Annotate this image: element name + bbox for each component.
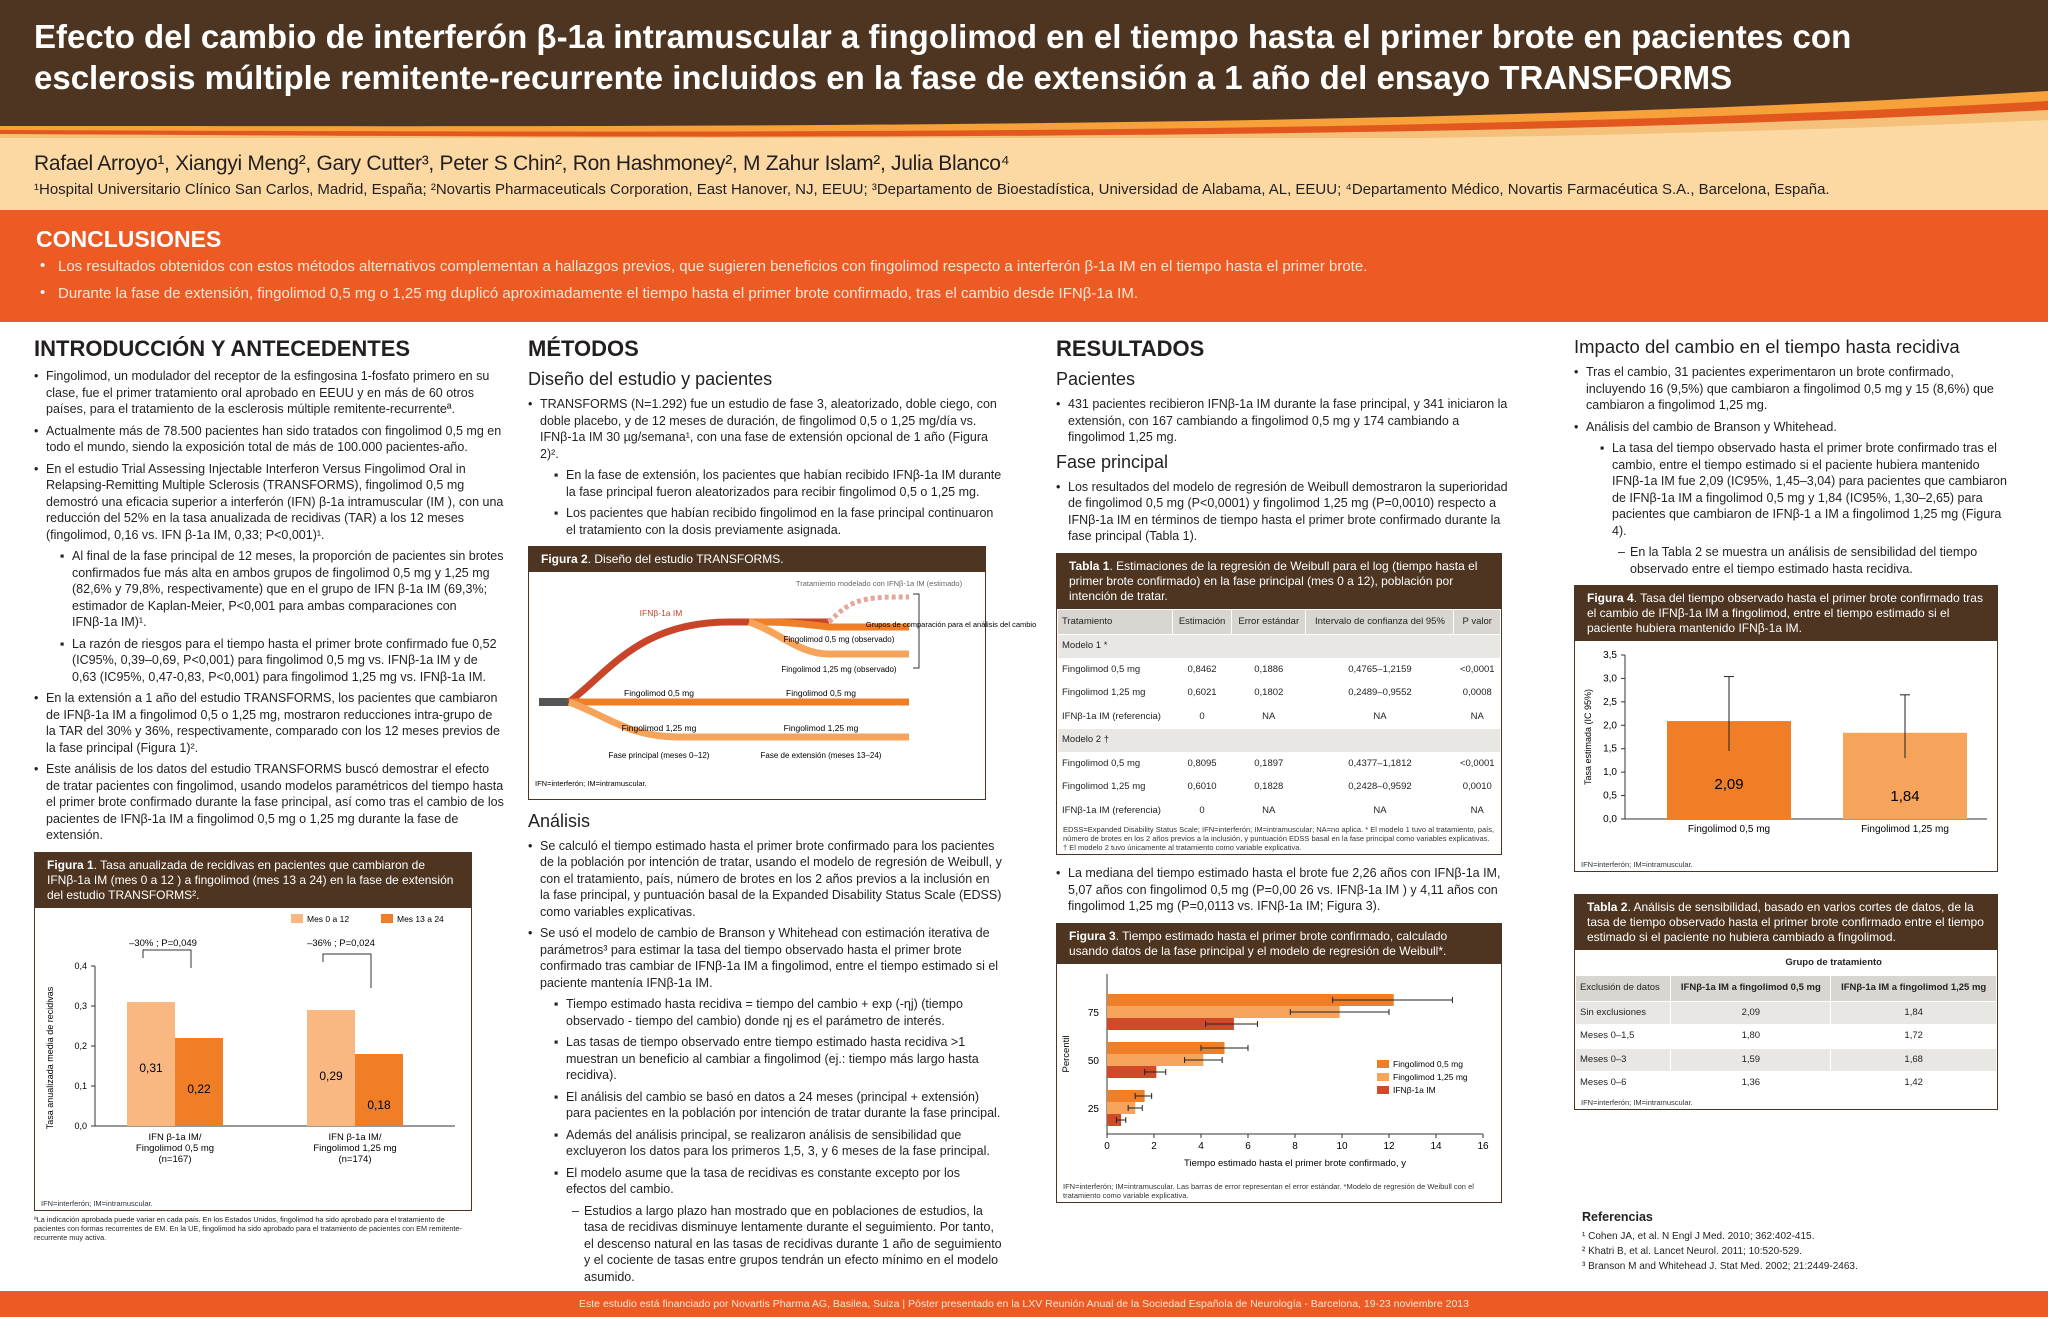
table-row (1058, 752, 1501, 776)
table-cell: NA (1454, 799, 1501, 823)
ifn-label: IFNβ-1a IM (639, 608, 683, 618)
comparison-bracket (143, 950, 191, 968)
table-cell: Sin exclusiones (1576, 1001, 1671, 1025)
impact-bullet: • Análisis del cambio de Branson y Whitehead. (1574, 419, 2016, 436)
figure-4-caption: Figura 4. Tasa del tiempo observado hasta el primer brote confirmado tras el cambio de IFNβ-1a IM a fingolimod, entre el tiempo estimado si el paciente hubiera mantenido IFNβ-1a IM. (1575, 586, 1997, 641)
comparison-annotation: –30% ; P=0,049 (129, 937, 197, 949)
y-tick-label: 50 (1087, 1055, 1099, 1067)
methods-bullet: • Se usó el modelo de cambio de Branson y Whitehead con estimación iterativa de parámetros³ para estimar la tasa del tiempo observado hasta el primer brote confirmado tras cambiar de IFNβ-1a IM a fingolimod, entre el tiempo estimado si el paciente mantenía IFNβ-1a IM. (528, 925, 1002, 991)
table-1-header: Error estándar (1232, 609, 1306, 635)
impact-dash-item: – En la Tabla 2 se muestra un análisis de sensibilidad del tiempo observado entre el tiempo estimado hasta recidiva. (1618, 544, 2016, 577)
table-cell: Fingolimod 1,25 mg (1058, 776, 1173, 800)
authors: Rafael Arroyo¹, Xiangyi Meng², Gary Cutter³, Peter S Chin², Ron Hashmoney², M Zahur Islam², Julia Blanco⁴ (34, 152, 1010, 175)
x-tick-label: 14 (1430, 1140, 1442, 1152)
observed-05-label: Fingolimod 0,5 mg (observado) (783, 635, 895, 644)
table-cell: 1,80 (1671, 1025, 1831, 1049)
table-cell: 0,1886 (1232, 658, 1306, 682)
y-tick-label: 0,0 (1603, 814, 1617, 825)
y-axis-label: Tasa anualizada media de recidivas (45, 986, 55, 1129)
comparison-groups-label: Grupos de comparación para el análisis del cambio (865, 620, 1037, 629)
figure-4 (1574, 585, 1998, 872)
f05-ext-label: Fingolimod 0,5 mg (786, 688, 856, 698)
impact-column (1574, 336, 2016, 1110)
f05-main-label: Fingolimod 0,5 mg (624, 688, 694, 698)
methods-bullet: • Se calculó el tiempo estimado hasta el primer brote confirmado para los pacientes de la población por intención de tratar, usando el modelo de regresión de Weibull, y con el tratamiento, país, número de brotes en los 2 años previos a la inclusión en la fase principal, y puntuación basal de la Expanded Disability Status Scale (EDSS) como variables explicativas. (528, 838, 1002, 921)
table-1-caption: Tabla 1. Estimaciones de la regresión de Weibull para el log (tiempo hasta el primer brote confirmado) en la fase principal (mes 0 a 12), población por intención de tratar. (1057, 554, 1501, 609)
y-tick-label: 1,0 (1603, 767, 1617, 779)
reference-item: ² Khatri B, et al. Lancet Neurol. 2011; 10:520-529. (1582, 1246, 1802, 1257)
legend-swatch-a (291, 914, 303, 923)
intro-bullet: • En la extensión a 1 año del estudio TRANSFORMS, los pacientes que cambiaron de IFNβ-1a IM a fingolimod 0,5 o 1,25 mg, mostraron reducciones intra-grupo de la TAR del 30% y 36%, respectivamente, comparado con los 12 meses previos de la fase principal (Figura 1)². (34, 690, 504, 756)
table-row (1058, 658, 1501, 682)
methods-subbullet: ▪ Las tasas de tiempo observado entre tiempo estimado hasta recidiva >1 muestran un beneficio al cambiar a fingolimod (ej.: tiempo más largo hasta recidiva). (554, 1034, 1002, 1084)
table-row (1576, 1001, 1997, 1025)
intro-subbullet: ▪ Al final de la fase principal de 12 meses, la proporción de pacientes sin brotes confirmados fue más alta en ambos grupos de fingolimod 0,5 mg y 1,25 mg (82,6% y 79,8%, respectivamente) que en el grupo de IFN β-1a IM (69,3%; estimador de Kaplan-Meier, P<0,001 para ambas comparaciones con IFNβ-1a IM)¹. (60, 548, 504, 631)
impact-heading: Impacto del cambio en el tiempo hasta recidiva (1574, 336, 1960, 357)
results-column (1056, 336, 1514, 1203)
y-tick-label: 1,5 (1603, 743, 1617, 755)
affiliations: ¹Hospital Universitario Clínico San Carlos, Madrid, España; ²Novartis Pharmaceuticals Corporation, East Hanover, NJ, EEUU; ³Departamento de Bioestadística, Universidad de Alabama, AL, EEUU; ⁴Departamento Médico, Novartis Farmacéutica S.A., Barcelona, España. (34, 181, 1830, 198)
table-cell: 0,0008 (1454, 682, 1501, 706)
y-tick-label: 2,0 (1603, 720, 1617, 732)
x-tick-label: 4 (1198, 1140, 1204, 1152)
table-cell: Meses 0–1,5 (1576, 1025, 1671, 1049)
bar-value-label: 1,84 (1890, 787, 1920, 805)
table-cell: 0 (1173, 705, 1232, 729)
results-bullet: • Los resultados del modelo de regresión de Weibull demostraron la superioridad de fingolimod 0,5 mg (P<0,0001) y fingolimod 1,25 mg (P=0,0010) respecto a IFNβ-1a IM en términos de tiempo hasta el primer brote confirmado durante la fase principal (Tabla 1). (1056, 479, 1514, 545)
table-row (1058, 705, 1501, 729)
y-tick-label: 0,2 (74, 1040, 87, 1051)
methods-subbullet: ▪ Los pacientes que habían recibido fingolimod en la fase principal continuaron el tratamiento con la dosis previamente asignada. (554, 505, 1002, 538)
table-cell: 0,6021 (1173, 682, 1232, 706)
conclusions-band (0, 210, 2048, 322)
table-cell: 0,0010 (1454, 776, 1501, 800)
methods-subbullet: ▪ Tiempo estimado hasta recidiva = tiempo del cambio + exp (-ηj) (tiempo observado - tiempo del cambio) donde ηj es el parámetro de interés. (554, 996, 1002, 1029)
intro-column (34, 336, 504, 1242)
table-row (1576, 1072, 1997, 1096)
bar (307, 1010, 355, 1126)
table-1-grid (1057, 609, 1501, 824)
y-tick-label: 25 (1087, 1103, 1099, 1115)
table-cell: 0,6010 (1173, 776, 1232, 800)
table-2-header: IFNβ-1a IM a fingolimod 0,5 mg (1671, 976, 1831, 1002)
reference-item: ¹ Cohen JA, et al. N Engl J Med. 2010; 362:402-415. (1582, 1231, 1815, 1242)
figure-1-footnote: IFN=interferón; IM=intramuscular. (41, 1199, 153, 1208)
category-label: Fingolimod 1,25 mg (1861, 824, 1949, 835)
references-heading: Referencias (1582, 1210, 1653, 1224)
y-tick-label: 3,5 (1603, 650, 1617, 661)
table-1-header: Estimación (1173, 609, 1232, 635)
analysis-subheading: Análisis (528, 810, 591, 831)
legend-swatch (1377, 1060, 1389, 1068)
legend-swatch (1377, 1073, 1389, 1081)
intro-bullet: • Fingolimod, un modulador del receptor de la esfingosina 1-fosfato primero en su clase, fue el primer tratamiento oral aprobado en EEUU y en más de 60 otros países, para el tratamiento de la esclerosis múltiple remitente-recurrenteª. (34, 368, 504, 418)
x-tick-label: 2 (1151, 1140, 1157, 1152)
table-row (1058, 776, 1501, 800)
category-label: Fingolimod 0,5 mg (1687, 824, 1771, 835)
results-bullet: • La mediana del tiempo estimado hasta el brote fue 2,26 años con IFNβ-1a IM, 5,07 años con fingolimod 0,5 mg (P=0,00 26 vs. IFNβ-1a IM ) y 4,11 años con fingolimod 1,25 mg (P=0,0113 vs. IFNβ-1a IM; Figura 3). (1056, 865, 1514, 915)
y-tick-label: 3,0 (1603, 673, 1617, 685)
table-cell: 0,4765–1,2159 (1306, 658, 1454, 682)
category-label: IFN β-1a IM/ (328, 1131, 382, 1143)
table-cell: 0,8462 (1173, 658, 1232, 682)
methods-column (528, 336, 1037, 1290)
table-cell: <0,0001 (1454, 752, 1501, 776)
figure-2-caption: Figura 2. Diseño del estudio TRANSFORMS. (529, 547, 985, 572)
table-cell: NA (1306, 799, 1454, 823)
intro-subbullet: ▪ La razón de riesgos para el tiempo hasta el primer brote confirmado fue 0,52 (IC95%, 0,39–0,69, P<0,001) para fingolimod 0,5 mg vs. IFNβ-1a IM y de 0,63 (IC95%, 0,47-0,83, P<0,001) para fingolimod 1,25 mg vs. IFNβ-1a IM. (60, 636, 504, 686)
methods-subbullet: ▪ En la fase de extensión, los pacientes que habían recibido IFNβ-1a IM durante la fase principal fueron aleatorizados para recibir fingolimod 0,5 o 1,25 mg. (554, 467, 1002, 500)
y-axis-label: Tasa estimada (IC 95%) (1583, 688, 1593, 786)
table-2-caption: Tabla 2. Análisis de sensibilidad, basado en varios cortes de datos, de la tasa de tiempo observado hasta el primer brote confirmado entre el tiempo estimado si el paciente no hubiera cambiado a fingolimod. (1575, 895, 1997, 950)
figure-1 (34, 852, 472, 1212)
figure-2 (528, 546, 1037, 800)
y-tick-label: 0,1 (74, 1080, 87, 1091)
f125-ext-label: Fingolimod 1,25 mg (783, 723, 859, 733)
intro-bullet: • En el estudio Trial Assessing Injectable Interferon Versus Fingolimod Oral in Relapsing-Remitting Multiple Sclerosis (TRANSFORMS), fingolimod 0,5 mg demostró una eficacia superior a interferón (IFN) β-1a intramuscular (IM ), con una reducción del 52% en la tasa anualizada de recidivas (TAR) a los 12 meses (fingolimod, 0,16 vs. IFN β-1a IM, 0,33; P<0,001)¹. (34, 461, 504, 544)
bar (355, 1054, 403, 1126)
legend-label: Fingolimod 0,5 mg (1393, 1058, 1463, 1069)
patients-subheading: Pacientes (1056, 369, 1136, 389)
y-tick-label: 0,0 (74, 1120, 87, 1131)
main-phase-subheading: Fase principal (1056, 451, 1169, 472)
legend-label: Fingolimod 1,25 mg (1393, 1071, 1468, 1082)
methods-subbullet: ▪ Además del análisis principal, se realizaron análisis de sensibilidad que excluyeron los datos para los primeros 1,5, 3, y 6 meses de la fase principal. (554, 1127, 1002, 1160)
table-cell: Fingolimod 1,25 mg (1058, 682, 1173, 706)
bar-value-label: 0,31 (139, 1060, 163, 1075)
conclusions-heading: CONCLUSIONES (36, 226, 222, 252)
table-group-label: Modelo 1 * (1058, 635, 1501, 659)
table-group-row (1058, 729, 1501, 753)
table-cell: 0,8095 (1173, 752, 1232, 776)
methods-bullet: • TRANSFORMS (N=1.292) fue un estudio de fase 3, aleatorizado, doble ciego, con doble placebo, y de 12 meses de duración, de fingolimod 0,5 o 1,25 mg/día vs. IFNβ-1a IM 30 µg/semana¹, con una fase de extensión opcional de 1 año (Figura 2)². (528, 396, 1002, 462)
category-label: Fingolimod 1,25 mg (313, 1142, 397, 1154)
conclusion-item: • Los resultados obtenidos con estos métodos alternativos complementan a hallazgos previos, que sugieren beneficios con fingolimod respecto a interferón β-1a IM en el tiempo hasta el primer brote. (40, 258, 1367, 275)
figure-2-footnote: IFN=interferón; IM=intramuscular. (535, 779, 647, 788)
y-tick-label: 0,4 (74, 960, 87, 971)
table-cell: 2,09 (1671, 1001, 1831, 1025)
table-cell: 1,36 (1671, 1072, 1831, 1096)
references (1582, 1210, 1858, 1274)
table-cell: NA (1232, 705, 1306, 729)
figure-1-caption: Figura 1. Tasa anualizada de recidivas en pacientes que cambiaron de IFNβ-1a IM (mes 0 a 12 ) a fingolimod (mes 13 a 24) en la fase de extensión del estudio TRANSFORMS². (35, 853, 471, 908)
bar-value-label: 0,22 (187, 1081, 211, 1096)
table-1-header: Intervalo de confianza del 95% (1306, 609, 1454, 635)
modeled-treatment-label: Tratamiento modelado con IFNβ-1a IM (estimado) (795, 579, 963, 588)
table-cell: <0,0001 (1454, 658, 1501, 682)
methods-subheading: Diseño del estudio y pacientes (528, 369, 773, 389)
y-axis-label: Percentil (1061, 1035, 1072, 1072)
table-cell: Meses 0–3 (1576, 1048, 1671, 1072)
table-cell: Fingolimod 0,5 mg (1058, 658, 1173, 682)
methods-subbullet: ▪ El análisis del cambio se basó en datos a 24 meses (principal + extensión) para pacientes en la población por intención de tratar durante la fase principal. (554, 1089, 1002, 1122)
table-row (1576, 1048, 1997, 1072)
table-1-footnote: EDSS=Expanded Disability Status Scale; IFN=interferón; IM=intramuscular; NA=no aplica. * El modelo 1 tuvo al tratamiento, país, número de brotes en los 2 años previos a la inclusión, y puntuación EDSS basal en la fase principal como variables explicativas. † El modelo 2 tuvo únicamente al tratamiento como variable explicativa. (1063, 825, 1495, 852)
extension-phase-label: Fase de extensión (meses 13–24) (760, 751, 882, 760)
table-1 (1056, 553, 1502, 856)
observed-125-label: Fingolimod 1,25 mg (observado) (781, 665, 897, 674)
legend-swatch-b (381, 914, 393, 923)
table-cell: Meses 0–6 (1576, 1072, 1671, 1096)
results-heading: RESULTADOS (1056, 336, 1205, 361)
table-cell: 0,2428–0,9592 (1306, 776, 1454, 800)
table-cell: NA (1306, 705, 1454, 729)
impact-bullet: • Tras el cambio, 31 pacientes experimentaron un brote confirmado, incluyendo 16 (9,5%) que cambiaron a fingolimod 0,5 mg y 15 (8,6%) que cambiaron a fingolimod 1,25 mg. (1574, 364, 2016, 414)
y-tick-label: 0,5 (1603, 790, 1617, 802)
figure-4-footnote: IFN=interferón; IM=intramuscular. (1581, 859, 1693, 869)
legend-swatch (1377, 1086, 1389, 1094)
f125-main-label: Fingolimod 1,25 mg (621, 723, 697, 733)
table-cell: 0,2489–0,9552 (1306, 682, 1454, 706)
figure-1-note: ªLa indicación aprobada puede variar en cada país. En los Estados Unidos, fingolimod ha sido aprobado para el tratamiento de pacientes con formas recurrentes de EM. En la UE, fingolimod ha sido aprobado para el tratamiento de pacientes con EM remitente-recurrente muy activa. (34, 1215, 462, 1242)
legend-label-a: Mes 0 a 12 (307, 913, 350, 924)
table-cell: IFNβ-1a IM (referencia) (1058, 799, 1173, 823)
table-cell: 1,59 (1671, 1048, 1831, 1072)
conclusions-list (40, 258, 1367, 312)
intro-bullet: • Actualmente más de 78.500 pacientes han sido tratados con fingolimod 0,5 mg en todo el mundo, siendo la exposición total de más de 100.000 pacientes-año. (34, 423, 504, 456)
reference-item: ³ Branson M and Whitehead J. Stat Med. 2002; 21:2449-2463. (1582, 1261, 1858, 1272)
table-2-footnote: IFN=interferón; IM=intramuscular. (1581, 1097, 1693, 1107)
figure-3-caption: Figura 3. Tiempo estimado hasta el primer brote confirmado, calculado usando datos de la fase principal y el modelo de regresión de Weibull*. (1057, 924, 1501, 964)
table-cell: 1,68 (1831, 1048, 1997, 1072)
table-cell: 0,4377–1,1812 (1306, 752, 1454, 776)
table-2-header: IFNβ-1a IM a fingolimod 1,25 mg (1831, 976, 1997, 1002)
table-cell: Fingolimod 0,5 mg (1058, 752, 1173, 776)
poster-title: Efecto del cambio de interferón β-1a intramuscular a fingolimod en el tiempo hasta el primer brote en pacientes con esclerosis múltiple remitente-recurrente incluidos en la fase de extensión a 1 año del ensayo TRANSFORMS (34, 18, 1852, 96)
table-row (1058, 682, 1501, 706)
category-label: Fingolimod 0,5 mg (135, 1142, 215, 1154)
methods-subbullet: ▪ El modelo asume que la tasa de recidivas es constante excepto por los efectos del cambio. (554, 1165, 1002, 1198)
conclusion-item: • Durante la fase de extensión, fingolimod 0,5 mg o 1,25 mg duplicó aproximadamente el tiempo hasta el primer brote confirmado, tras el cambio desde IFNβ-1a IM. (40, 285, 1367, 302)
x-tick-label: 0 (1104, 1140, 1110, 1152)
figure-1-chart (35, 908, 471, 1193)
comparison-bracket (323, 954, 371, 988)
intro-heading: INTRODUCCIÓN Y ANTECEDENTES (34, 336, 411, 361)
comparison-annotation: –36% ; P=0,024 (307, 937, 375, 949)
y-tick-label: 0,3 (74, 1000, 87, 1011)
figure-3 (1056, 923, 1502, 1204)
table-cell: 1,42 (1831, 1072, 1997, 1096)
modeled-arm (829, 597, 909, 622)
table-row (1576, 1025, 1997, 1049)
table-2-header: Exclusión de datos (1576, 976, 1671, 1002)
table-2-group-header: Grupo de tratamiento (1671, 950, 1997, 976)
table-cell: 0 (1173, 799, 1232, 823)
figure-3-footnote: IFN=interferón; IM=intramuscular. Las barras de error representan el error estándar. *Modelo de regresión de Weibull con el tratamiento como variable explicativa. (1063, 1182, 1474, 1200)
x-tick-label: 8 (1292, 1140, 1298, 1152)
table-cell: NA (1454, 705, 1501, 729)
category-label: (n=167) (158, 1153, 192, 1165)
x-axis-label: Tiempo estimado hasta el primer brote confirmado, y (1184, 1157, 1406, 1169)
main-phase-label: Fase principal (meses 0–12) (608, 751, 710, 760)
table-cell: 0,1802 (1232, 682, 1306, 706)
legend-label: IFNβ-1a IM (1393, 1084, 1436, 1095)
table-cell: NA (1232, 799, 1306, 823)
poster-footer: Este estudio está financiado por Novartis Pharma AG, Basilea, Suiza | Póster presentado en la LXV Reunión Anual de la Sociedad Española de Neurología - Barcelona, 19-23 noviembre 2013 (0, 1291, 2048, 1317)
table-2 (1574, 894, 1998, 1110)
table-cell: IFNβ-1a IM (referencia) (1058, 705, 1173, 729)
bar-value-label: 0,18 (367, 1097, 391, 1112)
x-tick-label: 10 (1336, 1140, 1348, 1152)
figure-4-chart (1575, 641, 1997, 853)
methods-dash-item: – Estudios a largo plazo han mostrado que en poblaciones de estudios, la tasa de recidivas disminuye lentamente durante el seguimiento. Por tanto, el descenso natural en las tasas de recidivas durante 1 año de seguimiento y el cociente de tasas entre grupos tendrán un efecto mínimo en el modelo asumido. (572, 1203, 1002, 1286)
table-cell: 0,1897 (1232, 752, 1306, 776)
table-2-grid (1575, 950, 1997, 1096)
legend-label-b: Mes 13 a 24 (397, 913, 444, 924)
results-bullet: • 431 pacientes recibieron IFNβ-1a IM durante la fase principal, y 341 iniciaron la extensión, con 167 cambiando a fingolimod 0,5 mg y 174 cambiando a fingolimod 1,25 mg. (1056, 396, 1514, 446)
table-1-header: P valor (1454, 609, 1501, 635)
poster-header (0, 0, 2048, 145)
table-row (1058, 799, 1501, 823)
figure-2-diagram (529, 572, 1037, 794)
table-1-header: Tratamiento (1058, 609, 1173, 635)
table-cell: 1,84 (1831, 1001, 1997, 1025)
y-tick-label: 75 (1087, 1007, 1099, 1019)
x-tick-label: 12 (1383, 1140, 1395, 1152)
intro-bullet: • Este análisis de los datos del estudio TRANSFORMS buscó demostrar el efecto de tratar pacientes con fingolimod, usando modelos paramétricos del tiempo hasta el primer brote confirmado durante la fase principal, así como tras el cambio de los pacientes de IFNβ-1a IM a fingolimod 0,5 mg o 1,25 mg durante la fase de extensión. (34, 761, 504, 844)
table-group-label: Modelo 2 † (1058, 729, 1501, 753)
category-label: IFN β-1a IM/ (148, 1131, 202, 1143)
bar-value-label: 0,29 (319, 1068, 343, 1083)
category-label: (n=174) (338, 1153, 372, 1165)
comparison-group-bracket (913, 594, 919, 668)
figure-3-chart (1057, 964, 1501, 1176)
methods-heading: MÉTODOS (528, 336, 639, 361)
impact-subbullet: ▪ La tasa del tiempo observado hasta el primer brote confirmado tras el cambio, entre el tiempo estimado si el paciente hubiera mantenido IFNβ-1a IM fue 2,09 (IC95%, 1,45–3,04) para pacientes que cambiaron de IFNβ-1a IM a fingolimod 0,5 mg y 1,84 (IC95%, 1,30–2,65) para pacientes que cambiaron de IFNβ-1 a IM a fingolimod 1,25 mg (Figura 4). (1600, 440, 2016, 539)
x-tick-label: 6 (1245, 1140, 1251, 1152)
bar-value-label: 2,09 (1714, 776, 1744, 794)
table-cell: 0,1828 (1232, 776, 1306, 800)
table-group-row (1058, 635, 1501, 659)
x-tick-label: 16 (1477, 1140, 1489, 1152)
y-tick-label: 2,5 (1603, 696, 1617, 708)
table-cell: 1,72 (1831, 1025, 1997, 1049)
